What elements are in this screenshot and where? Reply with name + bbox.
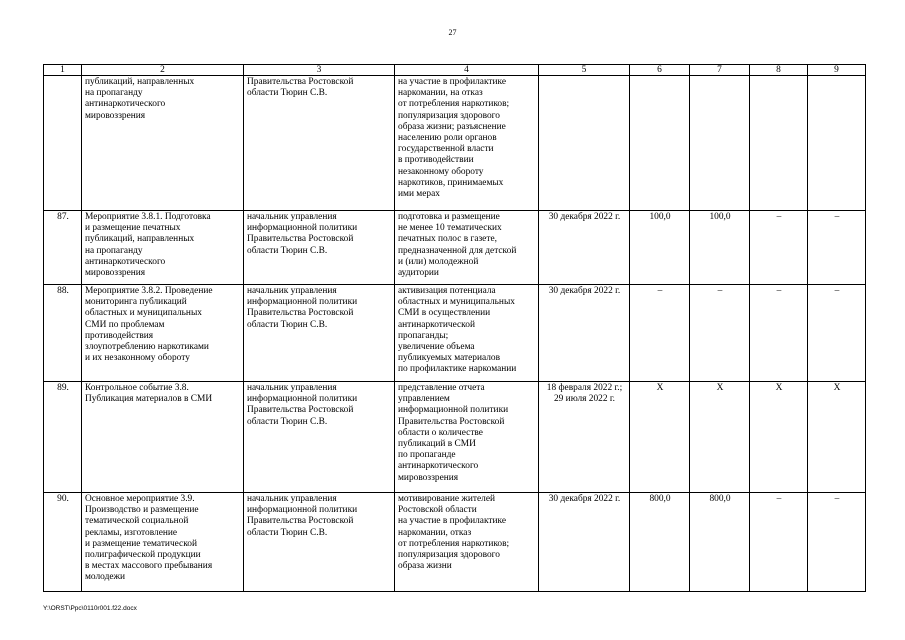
value-cell: 100,0	[630, 211, 690, 285]
value-cell: –	[750, 211, 808, 285]
value-cell	[808, 76, 866, 211]
value-cell: –	[808, 211, 866, 285]
value-cell: –	[690, 285, 750, 382]
column-header: 1	[44, 65, 82, 76]
responsible-cell: начальник управления информационной политики Правительства Ростовской области Тюрин С.В.	[244, 285, 395, 382]
value-cell: –	[750, 493, 808, 592]
table-row	[44, 382, 866, 493]
table-row	[44, 285, 866, 382]
value-cell: 100,0	[690, 211, 750, 285]
row-number: 87.	[44, 211, 82, 285]
plan-table	[43, 64, 866, 592]
row-number	[44, 76, 82, 211]
row-number: 88.	[44, 285, 82, 382]
file-path-footer: Y:\ORST\Ppc\0110r001.f22.docx	[43, 605, 137, 612]
result-cell: представление отчета управлением информационной политики Правительства Ростовской области о количестве публикаций в СМИ по пропаганде антинаркотического мировоззрения	[395, 382, 539, 493]
value-cell: –	[750, 285, 808, 382]
value-cell: 800,0	[630, 493, 690, 592]
event-cell: Контрольное событие 3.8. Публикация материалов в СМИ	[82, 382, 244, 493]
date-cell: 30 декабря 2022 г.	[539, 285, 630, 382]
value-cell: –	[808, 285, 866, 382]
date-cell: 30 декабря 2022 г.	[539, 493, 630, 592]
value-cell: –	[630, 285, 690, 382]
column-header: 7	[690, 65, 750, 76]
value-cell: Х	[630, 382, 690, 493]
column-header: 2	[82, 65, 244, 76]
responsible-cell: начальник управления информационной политики Правительства Ростовской области Тюрин С.В.	[244, 211, 395, 285]
column-header: 8	[750, 65, 808, 76]
value-cell: 800,0	[690, 493, 750, 592]
result-cell: активизация потенциала областных и муниципальных СМИ в осуществлении антинаркотической пропаганды; увеличение объема публикуемых материалов по профилактике наркомании	[395, 285, 539, 382]
date-cell: 18 февраля 2022 г.; 29 июля 2022 г.	[539, 382, 630, 493]
value-cell: Х	[750, 382, 808, 493]
column-header: 6	[630, 65, 690, 76]
column-header: 4	[395, 65, 539, 76]
table-row	[44, 76, 866, 211]
column-header: 5	[539, 65, 630, 76]
value-cell	[690, 76, 750, 211]
result-cell: подготовка и размещение не менее 10 тематических печатных полос в газете, предназначенной для детской и (или) молодежной аудитории	[395, 211, 539, 285]
event-cell: Мероприятие 3.8.2. Проведение мониторинга публикаций областных и муниципальных СМИ по проблемам противодействия злоупотреблению наркотиками и их незаконному обороту	[82, 285, 244, 382]
column-header: 3	[244, 65, 395, 76]
value-cell: Х	[690, 382, 750, 493]
page-number: 27	[448, 28, 457, 37]
table-row	[44, 493, 866, 592]
value-cell: –	[808, 493, 866, 592]
result-cell: мотивирование жителей Ростовской области на участие в профилактике наркомании, отказ от потребления наркотиков; популяризация здорового образа жизни	[395, 493, 539, 592]
row-number: 90.	[44, 493, 82, 592]
responsible-cell: Правительства Ростовской области Тюрин С.В.	[244, 76, 395, 211]
row-number: 89.	[44, 382, 82, 493]
value-cell: Х	[808, 382, 866, 493]
date-cell: 30 декабря 2022 г.	[539, 211, 630, 285]
event-cell: публикаций, направленных на пропаганду антинаркотического мировоззрения	[82, 76, 244, 211]
event-cell: Основное мероприятие 3.9. Производство и размещение тематической социальной рекламы, изготовление и размещение тематической полиграфической продукции в местах массового пребывания молодежи	[82, 493, 244, 592]
value-cell	[750, 76, 808, 211]
responsible-cell: начальник управления информационной политики Правительства Ростовской области Тюрин С.В.	[244, 382, 395, 493]
value-cell	[630, 76, 690, 211]
table-row	[44, 211, 866, 285]
column-header: 9	[808, 65, 866, 76]
result-cell: на участие в профилактике наркомании, на отказ от потребления наркотиков; популяризация здорового образа жизни; разъяснение населению роли органов государственной власти в противодействии незаконному обороту наркотиков, принимаемых ими мерах	[395, 76, 539, 211]
event-cell: Мероприятие 3.8.1. Подготовка и размещение печатных публикаций, направленных на пропаганду антинаркотического мировоззрения	[82, 211, 244, 285]
column-number-row	[44, 65, 866, 76]
date-cell	[539, 76, 630, 211]
responsible-cell: начальник управления информационной политики Правительства Ростовской области Тюрин С.В.	[244, 493, 395, 592]
